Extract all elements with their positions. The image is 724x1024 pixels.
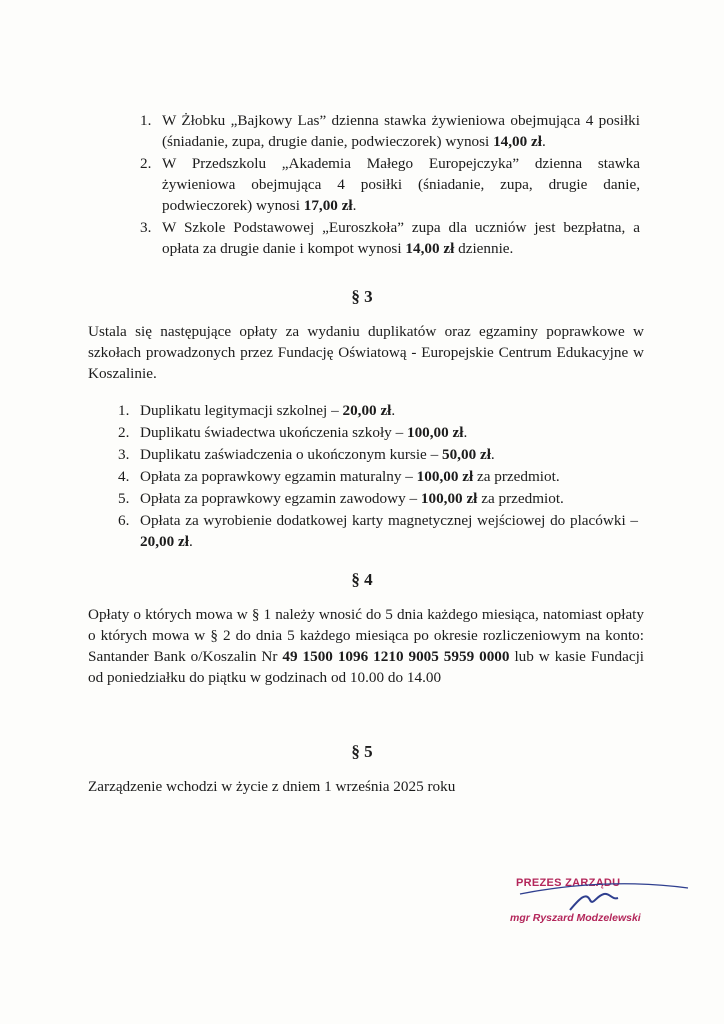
list-item [118, 444, 638, 465]
text-fragment: W Szkole Podstawowej „Euroszkoła” zupa dla uczniów jest bezpłatna, a opłata za drugie danie i kompot wynosi [162, 219, 640, 257]
text-fragment: Opłata za wyrobienie dodatkowej karty magnetycznej wejściowej do placówki – [140, 512, 638, 529]
text-fragment: . [352, 197, 357, 214]
amount-value: 20,00 zł [140, 533, 189, 550]
list-item-text [140, 510, 638, 552]
list-item-number: 1. [140, 112, 152, 129]
list-item [118, 400, 638, 421]
list-item-text [140, 422, 638, 443]
text-fragment: . [188, 533, 193, 550]
list-item-text [162, 217, 640, 259]
text-fragment: . [391, 402, 396, 419]
text-fragment: . [463, 424, 468, 441]
list-item-text [140, 466, 638, 487]
meal-rates-list [140, 110, 640, 260]
list-item-number: 5. [118, 490, 130, 507]
list-item-text [162, 110, 640, 152]
text-fragment: . [542, 133, 546, 150]
list-item-text [140, 444, 638, 465]
text-fragment: Duplikatu zaświadczenia o ukończonym kursie – [140, 446, 442, 463]
list-item-number: 3. [140, 219, 152, 236]
amount-value: 17,00 zł [303, 197, 353, 214]
list-item-number: 1. [118, 402, 130, 419]
list-item-text [140, 400, 638, 421]
text-fragment: Opłaty o których mowa w § 1 należy wnosić do 5 dnia każdego miesiąca, natomiast opłaty o których mowa w § 2 do dnia 5 każdego miesiąca po okresie rozliczeniowym na konto: Santander Bank o/Koszalin Nr [88, 606, 644, 665]
amount-value: 49 1500 1096 1210 9005 5959 0000 [282, 648, 510, 665]
text-fragment: W Żłobku „Bajkowy Las” dzienna stawka żywieniowa obejmująca 4 posiłki (śniadanie, zupa, drugie danie, podwieczorek) wynosi [162, 112, 640, 150]
stamp-title: PREZES ZARZĄDU [516, 877, 621, 889]
list-item [118, 422, 638, 443]
amount-value: 100,00 zł [420, 490, 478, 507]
list-item [118, 466, 638, 487]
section-3-heading: § 3 [351, 287, 373, 306]
amount-value: 100,00 zł [416, 468, 474, 485]
text-fragment: lub w kasie Fundacji od poniedziałku do piątku w godzinach od 10.00 do 14.00 [88, 648, 645, 686]
amount-value: 50,00 zł [441, 446, 491, 463]
text-fragment: Duplikatu legitymacji szkolnej – [140, 402, 343, 419]
text-fragment: W Przedszkolu „Akademia Małego Europejczyka” dzienna stawka żywieniowa obejmująca 4 posiłki (śniadanie, zupa, drugie danie, podwieczorek) wynosi [162, 155, 640, 214]
text-fragment: za przedmiot. [473, 468, 560, 485]
text-fragment: Opłata za poprawkowy egzamin zawodowy – [140, 490, 421, 507]
amount-value: 20,00 zł [342, 402, 392, 419]
section-5-heading: § 5 [351, 742, 373, 761]
amount-value: 14,00 zł [405, 240, 455, 257]
duplicate-fees-list [118, 400, 638, 553]
section-5-text: Zarządzenie wchodzi w życie z dniem 1 września 2025 roku [88, 778, 456, 795]
list-item [140, 217, 640, 259]
section-4-paragraph [88, 604, 644, 688]
section-3-intro: Ustala się następujące opłaty za wydaniu duplikatów oraz egzaminy poprawkowe w szkołach prowadzonych przez Fundację Oświatową - Europejskie Centrum Edukacyjne w Koszalinie. [88, 323, 644, 382]
text-fragment: Duplikatu świadectwa ukończenia szkoły – [140, 424, 407, 441]
text-fragment: Opłata za poprawkowy egzamin maturalny – [140, 468, 417, 485]
list-item-number: 2. [118, 424, 130, 441]
amount-value: 100,00 zł [406, 424, 464, 441]
amount-value: 14,00 zł [493, 133, 542, 150]
list-item [118, 510, 638, 552]
list-item-number: 6. [118, 512, 130, 529]
text-fragment: za przedmiot. [477, 490, 564, 507]
list-item-number: 2. [140, 155, 152, 172]
stamp-name: mgr Ryszard Modzelewski [510, 912, 641, 924]
text-fragment: dziennie. [454, 240, 514, 257]
list-item [140, 110, 640, 152]
list-item-text [162, 153, 640, 216]
list-item-text [140, 488, 638, 509]
list-item-number: 4. [118, 468, 130, 485]
list-item [140, 153, 640, 216]
list-item-number: 3. [118, 446, 130, 463]
list-item [118, 488, 638, 509]
text-fragment: . [490, 446, 495, 463]
section-4-heading: § 4 [351, 570, 373, 589]
